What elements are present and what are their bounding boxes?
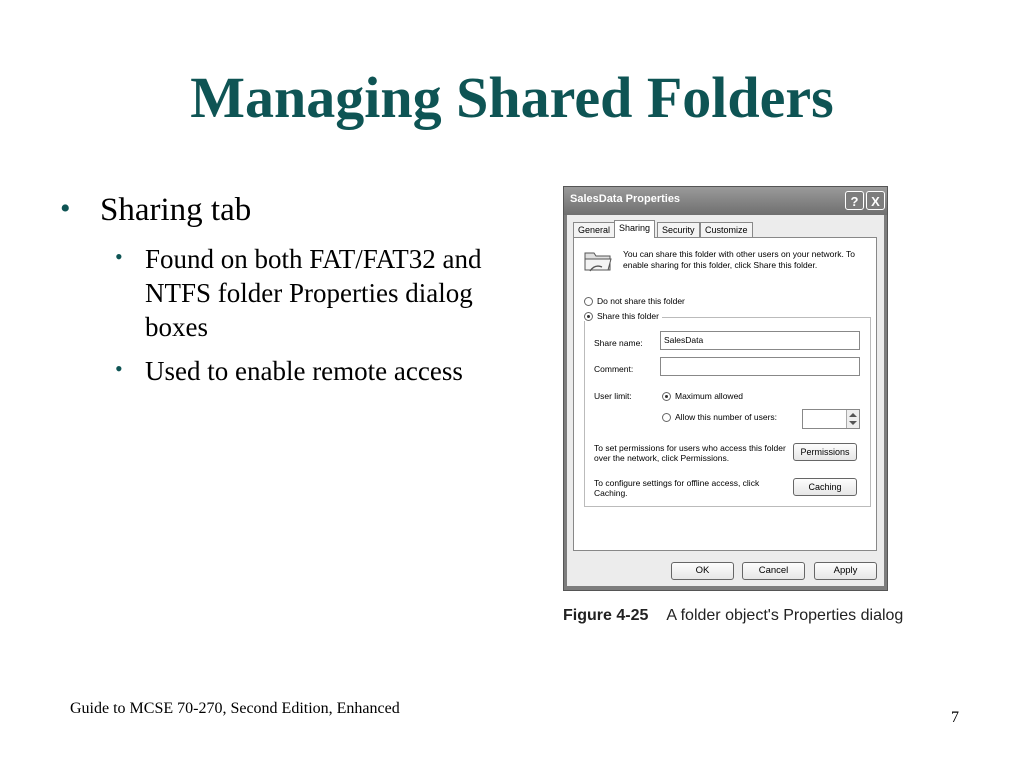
sharing-panel <box>573 237 877 551</box>
comment-label: Comment: <box>594 364 634 374</box>
share-name-label: Share name: <box>594 338 643 348</box>
cancel-button[interactable]: Cancel <box>742 562 805 580</box>
tab-security[interactable]: Security <box>657 222 700 237</box>
sub-bullet-list <box>60 243 490 388</box>
allow-number-radio[interactable] <box>662 413 671 422</box>
ok-button[interactable]: OK <box>671 562 734 580</box>
caching-description: To configure settings for offline access, click Caching. <box>594 478 760 498</box>
share-folder-label: Share this folder <box>597 311 659 321</box>
user-count-spinner[interactable] <box>802 409 860 429</box>
shared-folder-icon <box>583 247 613 273</box>
do-not-share-radio[interactable] <box>584 297 593 306</box>
dialog-title: SalesData Properties <box>570 193 681 205</box>
tab-sharing[interactable]: Sharing <box>614 220 655 238</box>
share-folder-option[interactable] <box>584 311 662 321</box>
permissions-button[interactable]: Permissions <box>793 443 857 461</box>
help-button[interactable]: ? <box>845 191 864 210</box>
spin-down-arrow-icon[interactable] <box>849 421 857 425</box>
properties-dialog <box>563 186 888 591</box>
figure-number: Figure 4-25 <box>563 607 649 624</box>
user-limit-label: User limit: <box>594 391 632 401</box>
bullet-list <box>60 190 490 398</box>
slide-title: Managing Shared Folders <box>190 65 834 130</box>
maximum-allowed-label: Maximum allowed <box>675 391 744 401</box>
footer-text: Guide to MCSE 70-270, Second Edition, Enhanced <box>70 700 400 717</box>
apply-button[interactable]: Apply <box>814 562 877 580</box>
bullet-sharing-tab: • Sharing tab <box>60 190 490 231</box>
tab-general[interactable]: General <box>573 222 615 237</box>
figure-caption <box>563 607 908 625</box>
page-number: 7 <box>951 709 959 726</box>
share-name-input[interactable]: SalesData <box>660 331 860 350</box>
maximum-allowed-option[interactable] <box>662 391 743 401</box>
permissions-description: To set permissions for users who access this folder over the network, click Permissions. <box>594 443 786 463</box>
spin-up-arrow-icon[interactable] <box>849 413 857 417</box>
comment-input[interactable] <box>660 357 860 376</box>
do-not-share-option[interactable] <box>584 296 685 306</box>
spinner-buttons[interactable] <box>846 410 859 428</box>
dialog-body <box>567 215 884 586</box>
do-not-share-label: Do not share this folder <box>597 296 685 306</box>
tab-customize[interactable]: Customize <box>700 222 753 237</box>
sub-bullet-remote-access: • Used to enable remote access <box>115 355 490 389</box>
sharing-intro-text: You can share this folder with other users on your network. To enable sharing for this folder, click Share this folder. <box>623 249 855 270</box>
sub-bullet-found-on: • Found on both FAT/FAT32 and NTFS folder Properties dialog boxes <box>115 243 490 344</box>
close-button[interactable]: X <box>866 191 885 210</box>
allow-number-label: Allow this number of users: <box>675 412 778 422</box>
maximum-allowed-radio[interactable] <box>662 392 671 401</box>
caching-button[interactable]: Caching <box>793 478 857 496</box>
figure-caption-text: A folder object's Properties dialog <box>666 607 904 624</box>
dialog-titlebar[interactable] <box>564 187 887 215</box>
share-folder-radio[interactable] <box>584 312 593 321</box>
allow-number-option[interactable] <box>662 412 777 422</box>
